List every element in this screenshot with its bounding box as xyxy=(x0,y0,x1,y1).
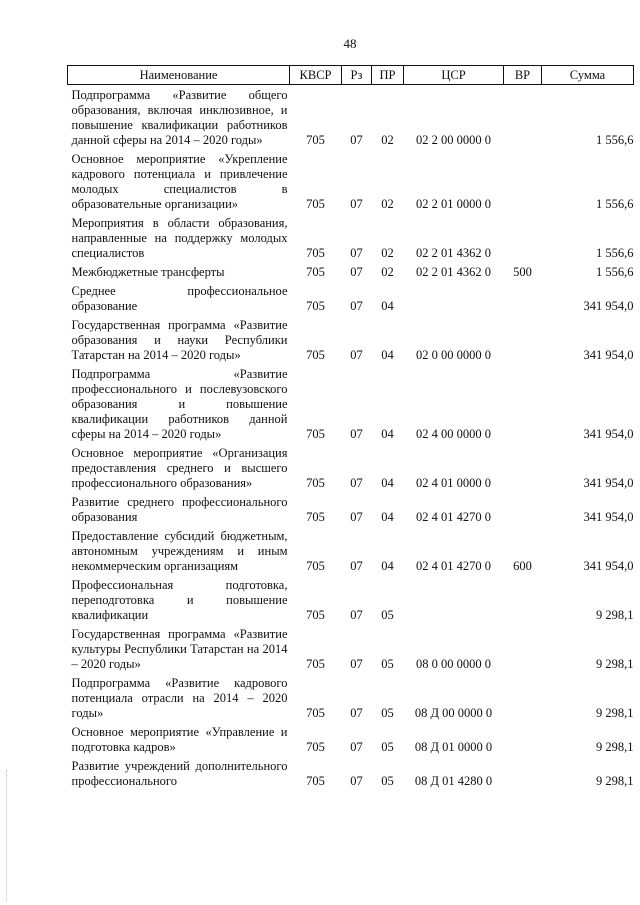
cell-csr: 02 2 01 4362 0 xyxy=(416,246,491,260)
cell-sum: 9 298,1 xyxy=(596,706,634,720)
cell-kvsr: 705 xyxy=(306,510,325,524)
cell-name: Подпрограмма «Развитие кадрового потенциала отрасли на 2014 – 2020 годы» xyxy=(71,676,288,720)
cell-csr xyxy=(404,281,504,315)
cell-name: Среднее профессиональное образование xyxy=(71,284,288,313)
cell-rz: 07 xyxy=(350,608,363,622)
cell-pr: 04 xyxy=(381,348,394,362)
cell-rz: 07 xyxy=(350,706,363,720)
cell-sum: 1 556,6 xyxy=(596,265,634,279)
table-row xyxy=(68,85,634,150)
column-header-pr: ПР xyxy=(372,66,404,85)
cell-name: Основное мероприятие «Укрепление кадрового потенциала и привлечение молодых специалистов в образовательные организации» xyxy=(71,152,288,211)
cell-name: Развитие учреждений дополнительного профессионального xyxy=(71,759,288,788)
column-header-kvsr: КВСР xyxy=(290,66,342,85)
cell-csr: 08 Д 01 4280 0 xyxy=(414,774,493,788)
column-header-name: Наименование xyxy=(68,66,290,85)
cell-name: Государственная программа «Развитие образования и науки Республики Татарстан на 2014 – 2020 годы» xyxy=(71,318,288,362)
cell-name: Профессиональная подготовка, переподготовка и повышение квалификации xyxy=(71,578,288,622)
cell-sum: 341 954,0 xyxy=(583,476,634,490)
cell-rz: 07 xyxy=(350,427,363,441)
cell-vr xyxy=(504,722,542,756)
cell-rz: 07 xyxy=(350,657,363,671)
cell-csr: 08 Д 01 0000 0 xyxy=(414,740,493,754)
cell-rz: 07 xyxy=(350,559,363,573)
column-header-sum: Сумма xyxy=(542,66,634,85)
table-row xyxy=(68,756,634,790)
cell-csr: 02 4 01 4270 0 xyxy=(416,510,491,524)
table-row xyxy=(68,149,634,213)
cell-csr: 08 Д 00 0000 0 xyxy=(414,706,493,720)
cell-sum: 341 954,0 xyxy=(583,559,634,573)
cell-csr: 02 4 01 4270 0 xyxy=(416,559,491,573)
table-row xyxy=(68,281,634,315)
table-row xyxy=(68,262,634,281)
table-row xyxy=(68,213,634,262)
table-row xyxy=(68,492,634,526)
cell-rz: 07 xyxy=(350,510,363,524)
cell-rz: 07 xyxy=(350,740,363,754)
cell-vr xyxy=(504,364,542,443)
table-row xyxy=(68,575,634,624)
cell-pr: 04 xyxy=(381,299,394,313)
cell-kvsr: 705 xyxy=(306,299,325,313)
cell-sum: 9 298,1 xyxy=(596,657,634,671)
cell-name: Предоставление субсидий бюджетным, автономным учреждениям и иным некоммерческим организациям xyxy=(71,529,288,573)
cell-kvsr: 705 xyxy=(306,348,325,362)
cell-kvsr: 705 xyxy=(306,133,325,147)
cell-pr: 02 xyxy=(381,265,394,279)
cell-vr xyxy=(504,443,542,492)
cell-pr: 02 xyxy=(381,197,394,211)
cell-vr xyxy=(504,756,542,790)
table-row xyxy=(68,526,634,575)
cell-sum: 341 954,0 xyxy=(583,299,634,313)
cell-rz: 07 xyxy=(350,348,363,362)
table-row xyxy=(68,443,634,492)
cell-rz: 07 xyxy=(350,197,363,211)
cell-rz: 07 xyxy=(350,133,363,147)
cell-pr: 04 xyxy=(381,510,394,524)
table-row xyxy=(68,624,634,673)
cell-vr xyxy=(504,213,542,262)
cell-sum: 1 556,6 xyxy=(596,133,634,147)
cell-kvsr: 705 xyxy=(306,774,325,788)
cell-sum: 341 954,0 xyxy=(583,427,634,441)
cell-csr: 08 0 00 0000 0 xyxy=(416,657,491,671)
cell-vr: 600 xyxy=(513,559,532,573)
cell-sum: 9 298,1 xyxy=(596,740,634,754)
cell-pr: 05 xyxy=(381,774,394,788)
cell-kvsr: 705 xyxy=(306,608,325,622)
cell-vr xyxy=(504,492,542,526)
cell-kvsr: 705 xyxy=(306,657,325,671)
cell-csr: 02 4 01 0000 0 xyxy=(416,476,491,490)
cell-kvsr: 705 xyxy=(306,427,325,441)
cell-sum: 9 298,1 xyxy=(596,608,634,622)
cell-pr: 05 xyxy=(381,706,394,720)
table-row xyxy=(68,315,634,364)
cell-csr: 02 4 00 0000 0 xyxy=(416,427,491,441)
table-row xyxy=(68,722,634,756)
cell-sum: 341 954,0 xyxy=(583,510,634,524)
table-row xyxy=(68,364,634,443)
cell-pr: 05 xyxy=(381,608,394,622)
cell-kvsr: 705 xyxy=(306,476,325,490)
cell-name: Основное мероприятие «Организация предоставления среднего и высшего профессионального образования» xyxy=(71,446,288,490)
cell-csr: 02 0 00 0000 0 xyxy=(416,348,491,362)
cell-pr: 02 xyxy=(381,246,394,260)
cell-pr: 04 xyxy=(381,559,394,573)
margin-dotted-line xyxy=(6,770,8,900)
cell-rz: 07 xyxy=(350,476,363,490)
cell-name: Межбюджетные трансферты xyxy=(71,265,225,279)
cell-vr xyxy=(504,85,542,150)
cell-sum: 1 556,6 xyxy=(596,246,634,260)
table-header-row xyxy=(68,66,634,85)
page-number: 48 xyxy=(343,36,357,51)
cell-kvsr: 705 xyxy=(306,265,325,279)
column-header-rz: Рз xyxy=(342,66,372,85)
cell-pr: 04 xyxy=(381,476,394,490)
cell-vr xyxy=(504,575,542,624)
cell-name: Подпрограмма «Развитие общего образования, включая инклюзивное, и повышение квалификации работников данной сферы на 2014 – 2020 годы» xyxy=(71,88,288,147)
cell-kvsr: 705 xyxy=(306,740,325,754)
cell-pr: 02 xyxy=(381,133,394,147)
cell-rz: 07 xyxy=(350,246,363,260)
cell-vr xyxy=(504,281,542,315)
column-header-vr: ВР xyxy=(504,66,542,85)
cell-kvsr: 705 xyxy=(306,559,325,573)
cell-name: Подпрограмма «Развитие профессионального и послевузовского образования и повышение квалификации работников данной сферы на 2014 – 2020 годы» xyxy=(71,367,288,441)
cell-sum: 9 298,1 xyxy=(596,774,634,788)
cell-csr xyxy=(404,575,504,624)
cell-vr xyxy=(504,149,542,213)
column-header-csr: ЦСР xyxy=(404,66,504,85)
cell-pr: 05 xyxy=(381,657,394,671)
cell-vr xyxy=(504,624,542,673)
cell-csr: 02 2 01 4362 0 xyxy=(416,265,491,279)
cell-kvsr: 705 xyxy=(306,197,325,211)
cell-vr xyxy=(504,673,542,722)
table-row xyxy=(68,673,634,722)
cell-sum: 1 556,6 xyxy=(596,197,634,211)
cell-pr: 04 xyxy=(381,427,394,441)
cell-sum: 341 954,0 xyxy=(583,348,634,362)
budget-table xyxy=(67,65,634,790)
cell-name: Государственная программа «Развитие культуры Республики Татарстан на 2014 – 2020 годы» xyxy=(71,627,288,671)
cell-rz: 07 xyxy=(350,299,363,313)
cell-name: Основное мероприятие «Управление и подготовка кадров» xyxy=(71,725,288,754)
cell-csr: 02 2 01 0000 0 xyxy=(416,197,491,211)
cell-vr xyxy=(504,315,542,364)
cell-vr: 500 xyxy=(513,265,532,279)
cell-kvsr: 705 xyxy=(306,246,325,260)
cell-rz: 07 xyxy=(350,265,363,279)
cell-name: Мероприятия в области образования, направленные на поддержку молодых специалистов xyxy=(71,216,288,260)
cell-name: Развитие среднего профессионального образования xyxy=(71,495,288,524)
cell-csr: 02 2 00 0000 0 xyxy=(416,133,491,147)
cell-pr: 05 xyxy=(381,740,394,754)
cell-rz: 07 xyxy=(350,774,363,788)
cell-kvsr: 705 xyxy=(306,706,325,720)
